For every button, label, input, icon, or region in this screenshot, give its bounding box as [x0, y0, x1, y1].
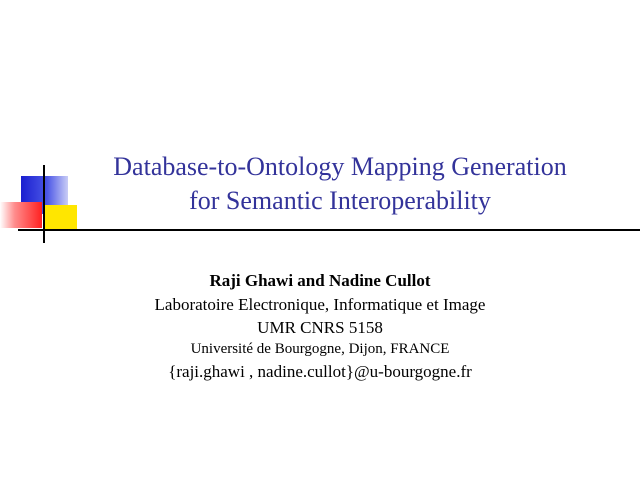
- slide-title: [80, 150, 600, 218]
- university-name: Université de Bourgogne, Dijon, FRANCE: [190, 341, 450, 357]
- decorative-yellow-square: [44, 205, 77, 229]
- author-info: [60, 269, 580, 384]
- title-underline-rule: [18, 229, 640, 231]
- author-names: Raji Ghawi and Nadine Cullot: [209, 271, 431, 290]
- decorative-vertical-rule: [43, 165, 45, 243]
- research-unit: UMR CNRS 5158: [257, 318, 383, 337]
- author-emails: {raji.ghawi , nadine.cullot}@u-bourgogne.fr: [168, 362, 472, 381]
- slide-title-line-2: for Semantic Interoperability: [189, 186, 491, 215]
- laboratory-name: Laboratoire Electronique, Informatique et Image: [154, 295, 486, 314]
- decorative-red-bar: [0, 202, 42, 228]
- slide-title-line-1: Database-to-Ontology Mapping Generation: [113, 152, 567, 181]
